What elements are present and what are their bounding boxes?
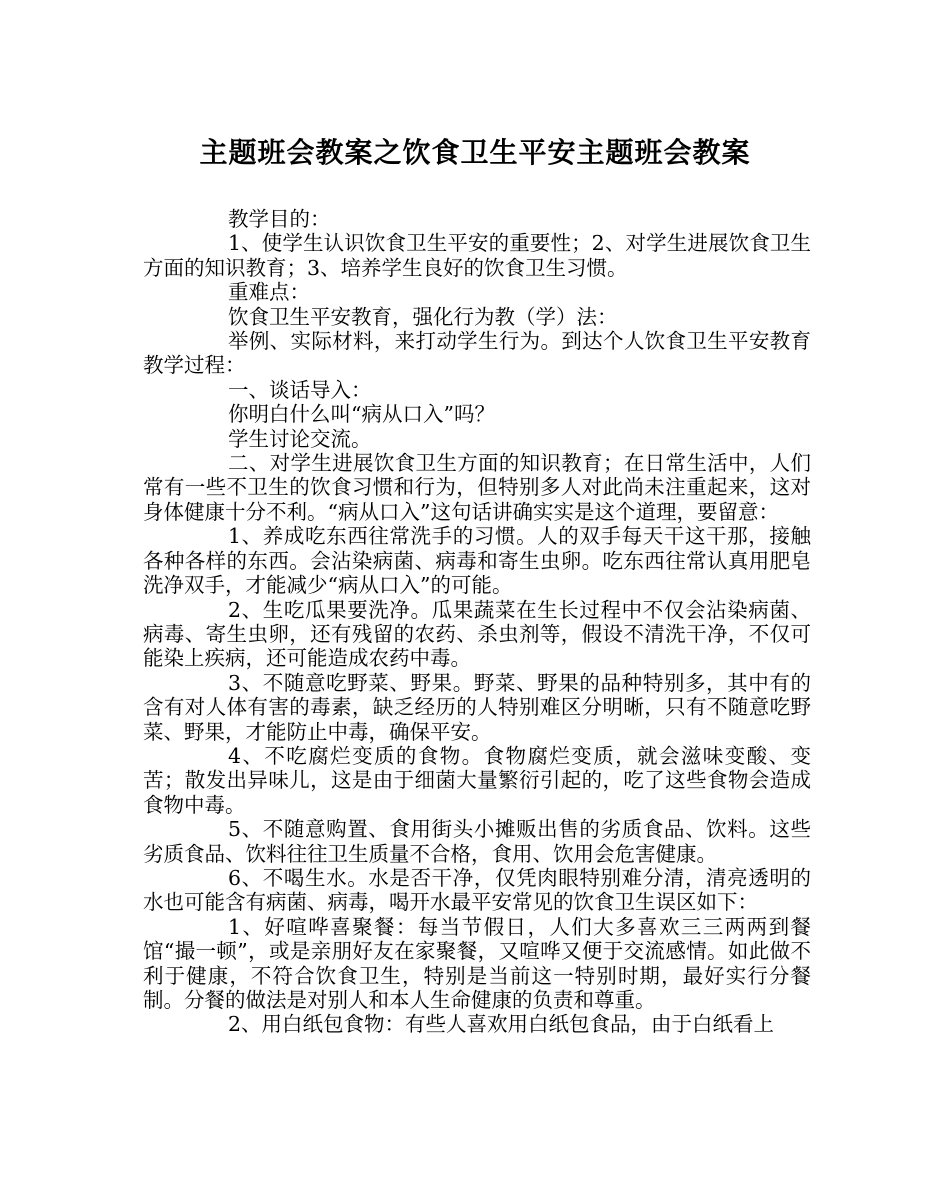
paragraph: 2、生吃瓜果要洗净。瓜果蔬菜在生长过程中不仅会沾染病菌、病毒、寄生虫卵，还有残留的农药、杀虫剂等，假设不清洗干净，不仅可能染上疾病，还可能造成农药中毒。 (143, 597, 811, 671)
paragraph: 2、用白纸包食物：有些人喜欢用白纸包食品，由于白纸看上 (228, 1012, 775, 1037)
paragraph: 5、不随意购置、食用街头小摊贩出售的劣质食品、饮料。这些劣质食品、饮料往往卫生质量不合格，食用、饮用会危害健康。 (143, 817, 811, 866)
document-title: 主题班会教案之饮食卫生平安主题班会教案 (199, 136, 751, 169)
paragraph: 6、不喝生水。水是否干净，仅凭肉眼特别难分清，清亮透明的水也可能含有病菌、病毒，喝开水最平安常见的饮食卫生误区如下： (143, 865, 811, 915)
paragraph: 3、不随意吃野菜、野果。野菜、野果的品种特别多，其中有的含有对人体有害的毒素，缺乏经历的人特别难区分明晰，只有不随意吃野菜、野果，才能防止中毒，确保平安。 (143, 670, 811, 744)
paragraph: 1、养成吃东西往常洗手的习惯。人的双手每天干这干那，接触各种各样的东西。会沾染病菌、病毒和寄生虫卵。吃东西往常认真用肥皂洗净双手，才能减少“病从口入”的可能。 (143, 524, 811, 598)
paragraph: 举例、实际材料，来打动学生行为。到达个人饮食卫生平安教育教学过程： (143, 329, 811, 378)
document-body (143, 207, 811, 1037)
paragraph: 你明白什么叫“病从口入”吗？ (228, 402, 495, 427)
paragraph: 4、不吃腐烂变质的食物。食物腐烂变质，就会滋味变酸、变苦；散发出异味儿，这是由于细菌大量繁衍引起的，吃了这些食物会造成食物中毒。 (143, 743, 811, 817)
paragraph: 二、对学生进展饮食卫生方面的知识教育；在日常生活中，人们常有一些不卫生的饮食习惯和行为，但特别多人对此尚未注重起来，这对身体健康十分不利。“病从口入”这句话讲确实实是这个道理，要留意： (143, 451, 811, 524)
paragraph: 重难点： (228, 280, 310, 305)
paragraph: 饮食卫生平安教育，强化行为教（学）法： (228, 304, 618, 329)
paragraph: 1、好喧哗喜聚餐：每当节假日，人们大多喜欢三三两两到餐馆“撮一顿”，或是亲朋好友在家聚餐，又喧哗又便于交流感情。如此做不利于健康，不符合饮食卫生，特别是当前这一特别时期，最好实行分餐制。分餐的做法是对别人和本人生命健康的负责和尊重。 (143, 914, 811, 1012)
paragraph: 1、使学生认识饮食卫生平安的重要性；2、对学生进展饮食卫生方面的知识教育；3、培养学生良好的饮食卫生习惯。 (143, 231, 811, 280)
paragraph: 一、谈话导入： (228, 377, 372, 402)
paragraph: 学生讨论交流。 (228, 426, 372, 451)
paragraph: 教学目的： (228, 207, 331, 231)
